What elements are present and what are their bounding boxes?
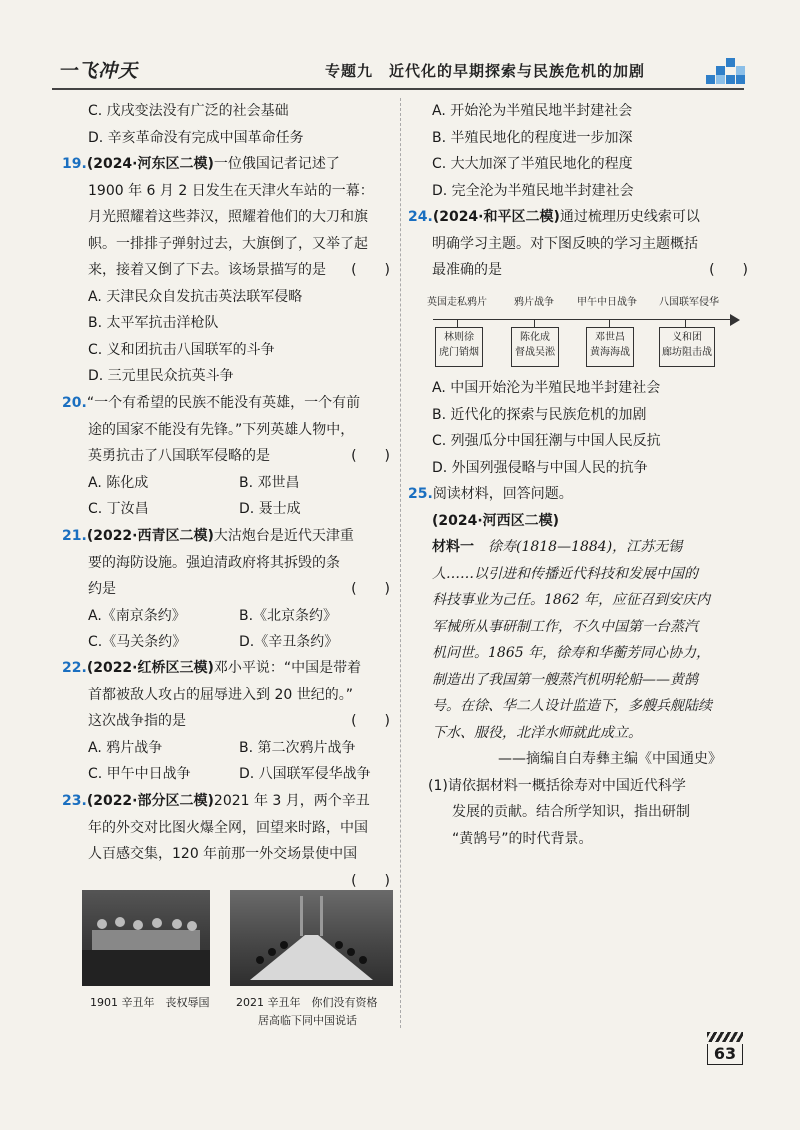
question-text: 邓小平说：“中国是带着 [213,660,362,676]
option-c[interactable]: C. 大大加深了半殖民地化的程度 [432,156,633,172]
left-column [88,98,390,151]
option-b[interactable]: B.《北京条约》 [239,607,338,624]
question-25 [408,481,748,852]
photo-caption-1901: 1901 辛丑年 丧权辱国 [90,996,210,1009]
option-a[interactable]: A. 开始沦为半殖民地半封建社会 [432,103,633,119]
question-text: 要的海防设施。强迫清政府将其拆毁的条 [88,554,340,571]
question-text: 一位俄国记者记述了 [213,156,340,172]
question-23 [62,788,390,894]
option-a[interactable]: A. 天津民众自发抗击英法联军侵略 [88,288,303,305]
photo-caption-2021: 2021 辛丑年 你们没有资格 [236,996,378,1009]
header-rule [52,88,744,90]
material-text: 号。在徐、华二人设计监造下，多艘兵舰陆续 [432,698,712,714]
timeline-label: 甲午中日战争 [577,297,637,308]
brand-logo: 一飞冲天 [58,60,139,82]
material-text: 机问世。1865 年，徐寿和华蘅芳同心协力， [432,645,711,661]
timeline-event-text: 林则徐 [444,332,474,343]
option-c[interactable]: C. 丁汝昌 [88,501,149,517]
question-number: 22. [62,660,87,676]
option-a[interactable]: A.《南京条约》 [88,607,186,624]
question-text: 阅读材料，回答问题。 [432,486,573,502]
question-text: 这次战争指的是 [88,713,186,729]
answer-blank[interactable]: ( ) [351,872,390,889]
timeline-event-text: 黄海海战 [590,347,630,358]
timeline-arrow-icon [730,314,740,326]
option-d[interactable]: D. 三元里民众抗英斗争 [88,368,234,384]
question-text: 途的国家不能没有先锋。”下列英雄人物中， [88,421,355,438]
option-c[interactable]: C. 甲午中日战争 [88,766,191,782]
question-21 [62,523,390,656]
photo-2021-image [230,890,393,986]
question-source: (2024·河东区二模) [86,156,214,172]
question-text: 最准确的是 [432,262,502,278]
material-label: 材料一 [432,539,474,555]
question-text: 大沽炮台是近代天津重 [213,528,354,544]
timeline-event-box [511,327,559,367]
option-a[interactable]: A. 中国开始沦为半殖民地半封建社会 [432,380,661,396]
question-text: “一个有希望的民族不能没有英雄，一个有前 [86,395,361,411]
material-text: 制造出了我国第一艘蒸汽机明轮船——黄鹄 [432,671,698,688]
timeline-axis [433,319,733,320]
material-text: 徐寿(1818—1884)，江苏无锡 [488,539,683,555]
option-b[interactable]: B. 近代化的探索与民族危机的加剧 [432,406,647,423]
question-source: (2022·红桥区三模) [86,660,214,676]
question-text: 约是 [88,581,116,597]
timeline-event-box [586,327,634,367]
timeline-event-box [435,327,483,367]
photo-1901 [82,890,210,986]
option: C. 戊戌变法没有广泛的社会基础 [88,103,289,119]
timeline-label: 鸦片战争 [514,297,554,308]
timeline-tick [609,319,610,327]
option-d[interactable]: D. 八国联军侵华战争 [239,766,371,782]
page-number-badge [707,1032,743,1068]
material-text: 军械所从事研制工作，不久中国第一台蒸汽 [432,618,698,635]
answer-blank[interactable]: ( ) [351,448,390,464]
column-divider [400,98,401,1028]
question-source: (2022·部分区二模) [86,793,214,809]
sub-question-text: “黄鹄号”的时代背景。 [452,830,593,847]
question-text: 年的外交对比图火爆全网，回望来时路，中国 [88,819,368,836]
timeline-label: 八国联军侵华 [659,297,719,308]
timeline-event-text: 廊坊阻击战 [662,347,712,358]
question-text: 英勇抗击了八国联军侵略的是 [88,448,270,464]
timeline-event-text: 虎门销烟 [439,347,479,358]
question-number: 23. [62,793,87,809]
question-22 [62,655,390,788]
material-text: 科技事业为己任。1862 年，应征召到安庆内 [432,592,711,608]
photo-2021 [230,890,393,986]
sub-question-text: (1)请依据材料一概括徐寿对中国近代科学 [428,777,686,794]
option-a[interactable]: A. 陈化成 [88,474,149,491]
question-source: (2024·和平区二模) [432,209,560,225]
question-number: 24. [408,209,433,225]
timeline-tick [685,319,686,327]
question-text: 2021 年 3 月，两个辛丑 [213,793,370,809]
timeline-tick [534,319,535,327]
option: D. 辛亥革命没有完成中国革命任务 [88,129,304,146]
option-d[interactable]: D. 聂士成 [239,501,301,517]
question-source: (2024·河西区二模) [432,512,560,529]
timeline-label: 英国走私鸦片 [427,297,487,308]
question-23-options [432,98,752,204]
option-c[interactable]: C.《马关条约》 [88,634,187,650]
option-c[interactable]: C. 列强瓜分中国狂潮与中国人民反抗 [432,433,661,449]
history-timeline [427,293,747,368]
question-text: 来，接着又倒了下去。该场景描写的是 [88,262,326,278]
question-text: 月光照耀着这些莽汉，照耀着他们的大刀和旗 [88,209,368,225]
option-d[interactable]: D.《辛丑条约》 [239,634,339,650]
question-19 [62,151,390,390]
timeline-event-box [659,327,715,367]
question-text: 1900 年 6 月 2 日发生在天津火车站的一幕： [88,182,374,199]
timeline-event-text: 邓世昌 [595,332,625,343]
question-text: 明确学习主题。对下图反映的学习主题概括 [432,235,698,252]
option-b[interactable]: B. 第二次鸦片战争 [239,739,356,756]
page-number-stripes-icon [707,1032,743,1042]
option-b[interactable]: B. 太平军抗击洋枪队 [88,315,219,331]
photo-caption-2021-line2: 居高临下同中国说话 [258,1014,357,1027]
question-20 [62,390,390,523]
answer-blank[interactable]: ( ) [351,581,390,597]
option-d[interactable]: D. 完全沦为半殖民地半封建社会 [432,182,634,199]
option-b[interactable]: B. 邓世昌 [239,474,300,491]
answer-blank[interactable]: ( ) [351,713,390,729]
header-decoration [706,58,746,84]
question-24 [408,204,748,284]
page-header-title: 专题九 近代化的早期探索与民族危机的加剧 [325,62,646,80]
page-number: 63 [707,1044,743,1065]
option-d[interactable]: D. 外国列强侵略与中国人民的抗争 [432,459,648,476]
photo-1901-image [82,890,210,986]
answer-blank[interactable]: ( ) [351,262,390,278]
question-text: 人百感交集，120 年前那一外交场景使中国 [88,846,358,862]
material-text: 下水、服役，北洋水师就此成立。 [432,724,642,741]
option-c[interactable]: C. 义和团抗击八国联军的斗争 [88,341,275,358]
question-number: 21. [62,528,87,544]
material-source: ——摘编自白寿彝主编《中国通史》 [498,751,722,767]
option-a[interactable]: A. 鸦片战争 [88,739,163,756]
option-b[interactable]: B. 半殖民地化的程度进一步加深 [432,129,633,146]
timeline-event-text: 督战吴淞 [515,347,555,358]
question-text: 首都被敌人攻占的屈辱进入到 20 世纪的。” [88,686,353,703]
sub-question-text: 发展的贡献。结合所学知识，指出研制 [452,804,690,820]
question-number: 19. [62,156,87,172]
timeline-event-text: 陈化成 [520,332,550,343]
question-number: 25. [408,486,433,502]
question-number: 20. [62,395,87,411]
timeline-event-text: 义和团 [672,332,702,343]
material-text: 人……以引进和传播近代科技和发展中国的 [432,565,698,582]
question-text: 通过梳理历史线索可以 [559,209,700,225]
question-source: (2022·西青区二模) [86,528,214,544]
question-24-options [432,375,752,481]
answer-blank[interactable]: ( ) [709,262,748,278]
question-text: 帜。一排排子弹射过去，大旗倒了，又举了起 [88,235,368,252]
timeline-tick [457,319,458,327]
